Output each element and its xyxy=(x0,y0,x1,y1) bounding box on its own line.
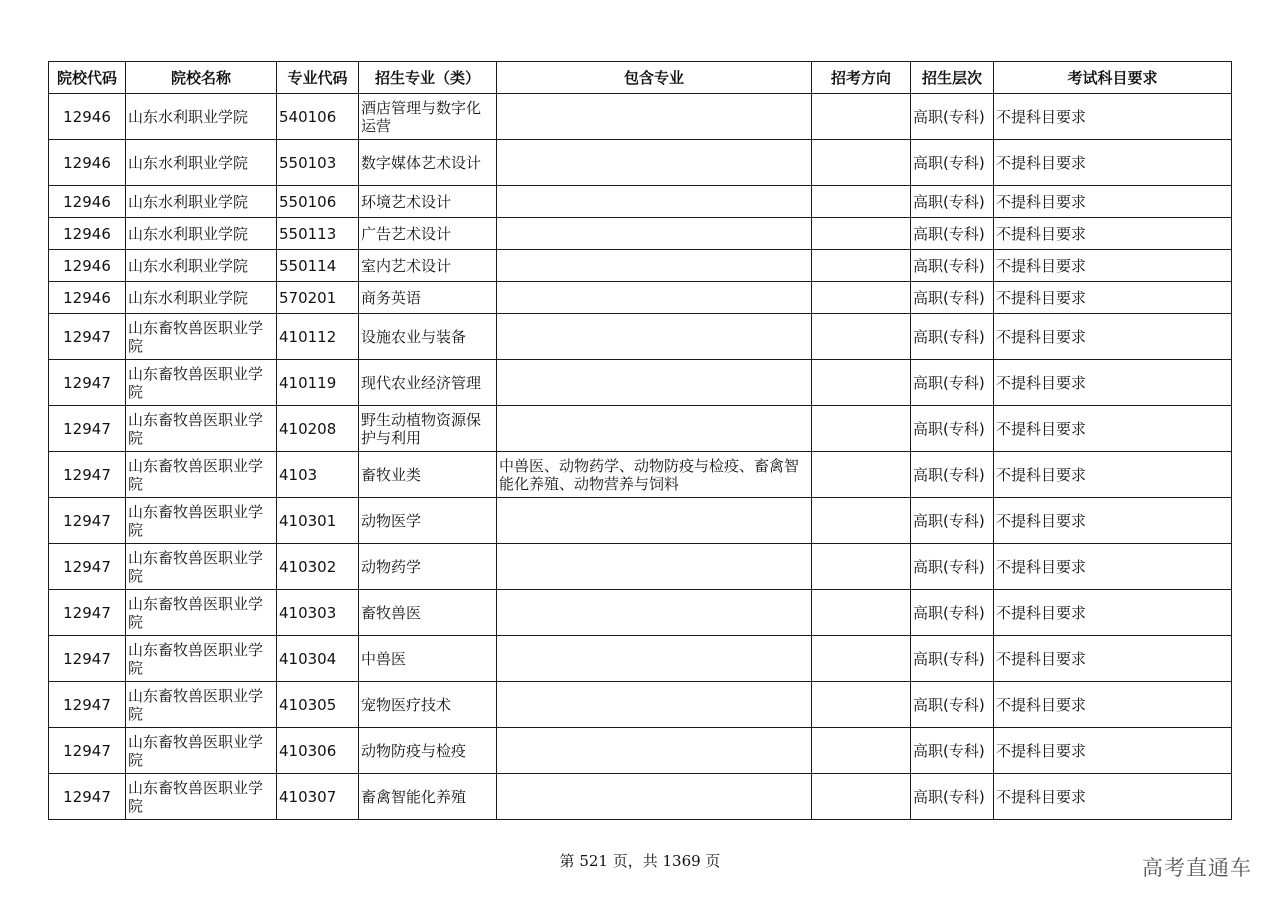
table-row xyxy=(49,406,1232,452)
header-direction: 招考方向 xyxy=(812,62,911,94)
cell-direction xyxy=(812,314,911,360)
cell-level: 高职(专科) xyxy=(911,498,994,544)
cell-major-code: 550113 xyxy=(277,218,359,250)
cell-school-code: 12947 xyxy=(49,360,126,406)
cell-included-majors xyxy=(497,94,812,140)
cell-school-code: 12946 xyxy=(49,250,126,282)
cell-direction xyxy=(812,406,911,452)
table-row xyxy=(49,314,1232,360)
table-row xyxy=(49,682,1232,728)
cell-school-name: 山东畜牧兽医职业学院 xyxy=(126,728,277,774)
cell-level: 高职(专科) xyxy=(911,544,994,590)
cell-school-name: 山东水利职业学院 xyxy=(126,282,277,314)
cell-included-majors xyxy=(497,682,812,728)
cell-school-name: 山东畜牧兽医职业学院 xyxy=(126,544,277,590)
cell-school-name: 山东水利职业学院 xyxy=(126,218,277,250)
cell-school-name: 山东水利职业学院 xyxy=(126,186,277,218)
cell-direction xyxy=(812,498,911,544)
cell-school-code: 12947 xyxy=(49,682,126,728)
cell-requirement: 不提科目要求 xyxy=(994,282,1232,314)
cell-school-name: 山东水利职业学院 xyxy=(126,250,277,282)
cell-school-code: 12947 xyxy=(49,774,126,820)
cell-school-code: 12947 xyxy=(49,406,126,452)
cell-major-code: 410301 xyxy=(277,498,359,544)
cell-level: 高职(专科) xyxy=(911,250,994,282)
cell-included-majors: 中兽医、动物药学、动物防疫与检疫、畜禽智能化养殖、动物营养与饲料 xyxy=(497,452,812,498)
cell-major: 设施农业与装备 xyxy=(359,314,497,360)
cell-requirement: 不提科目要求 xyxy=(994,186,1232,218)
cell-requirement: 不提科目要求 xyxy=(994,314,1232,360)
table-row xyxy=(49,636,1232,682)
cell-direction xyxy=(812,186,911,218)
cell-level: 高职(专科) xyxy=(911,140,994,186)
cell-major-code: 410304 xyxy=(277,636,359,682)
cell-requirement: 不提科目要求 xyxy=(994,452,1232,498)
cell-major: 动物药学 xyxy=(359,544,497,590)
table-row xyxy=(49,360,1232,406)
cell-major: 广告艺术设计 xyxy=(359,218,497,250)
cell-major: 现代农业经济管理 xyxy=(359,360,497,406)
cell-direction xyxy=(812,218,911,250)
cell-level: 高职(专科) xyxy=(911,360,994,406)
cell-direction xyxy=(812,682,911,728)
cell-major: 宠物医疗技术 xyxy=(359,682,497,728)
cell-level: 高职(专科) xyxy=(911,314,994,360)
cell-major-code: 570201 xyxy=(277,282,359,314)
cell-level: 高职(专科) xyxy=(911,590,994,636)
cell-level: 高职(专科) xyxy=(911,774,994,820)
cell-major: 畜牧业类 xyxy=(359,452,497,498)
cell-school-code: 12946 xyxy=(49,186,126,218)
cell-major-code: 550106 xyxy=(277,186,359,218)
header-included-majors: 包含专业 xyxy=(497,62,812,94)
cell-school-code: 12947 xyxy=(49,636,126,682)
cell-included-majors xyxy=(497,406,812,452)
cell-school-name: 山东畜牧兽医职业学院 xyxy=(126,498,277,544)
header-school-name: 院校名称 xyxy=(126,62,277,94)
watermark: 高考直通车 xyxy=(1142,856,1252,880)
cell-level: 高职(专科) xyxy=(911,728,994,774)
cell-requirement: 不提科目要求 xyxy=(994,94,1232,140)
header-major-code: 专业代码 xyxy=(277,62,359,94)
cell-major-code: 410306 xyxy=(277,728,359,774)
cell-major-code: 410305 xyxy=(277,682,359,728)
table-body xyxy=(49,94,1232,820)
admissions-table xyxy=(48,61,1232,820)
cell-major-code: 550103 xyxy=(277,140,359,186)
cell-requirement: 不提科目要求 xyxy=(994,250,1232,282)
cell-level: 高职(专科) xyxy=(911,218,994,250)
cell-included-majors xyxy=(497,636,812,682)
cell-requirement: 不提科目要求 xyxy=(994,360,1232,406)
cell-major-code: 4103 xyxy=(277,452,359,498)
cell-major: 畜禽智能化养殖 xyxy=(359,774,497,820)
table-row xyxy=(49,140,1232,186)
cell-major: 中兽医 xyxy=(359,636,497,682)
cell-level: 高职(专科) xyxy=(911,636,994,682)
cell-requirement: 不提科目要求 xyxy=(994,140,1232,186)
cell-major: 动物医学 xyxy=(359,498,497,544)
cell-requirement: 不提科目要求 xyxy=(994,498,1232,544)
cell-direction xyxy=(812,360,911,406)
cell-school-name: 山东畜牧兽医职业学院 xyxy=(126,406,277,452)
table-row xyxy=(49,218,1232,250)
cell-school-name: 山东水利职业学院 xyxy=(126,140,277,186)
table-row xyxy=(49,544,1232,590)
cell-school-code: 12946 xyxy=(49,94,126,140)
cell-major-code: 410303 xyxy=(277,590,359,636)
page-number: 第 521 页，共 1369 页 xyxy=(559,852,721,870)
cell-school-name: 山东畜牧兽医职业学院 xyxy=(126,682,277,728)
cell-school-code: 12946 xyxy=(49,140,126,186)
header-requirement: 考试科目要求 xyxy=(994,62,1232,94)
cell-major: 酒店管理与数字化运营 xyxy=(359,94,497,140)
cell-requirement: 不提科目要求 xyxy=(994,218,1232,250)
cell-level: 高职(专科) xyxy=(911,452,994,498)
cell-requirement: 不提科目要求 xyxy=(994,636,1232,682)
table-header-row xyxy=(49,62,1232,94)
cell-school-code: 12947 xyxy=(49,728,126,774)
table-row xyxy=(49,728,1232,774)
table-row xyxy=(49,94,1232,140)
cell-included-majors xyxy=(497,186,812,218)
cell-school-name: 山东畜牧兽医职业学院 xyxy=(126,452,277,498)
cell-major-code: 410302 xyxy=(277,544,359,590)
table-row xyxy=(49,282,1232,314)
cell-requirement: 不提科目要求 xyxy=(994,728,1232,774)
cell-school-code: 12947 xyxy=(49,498,126,544)
cell-level: 高职(专科) xyxy=(911,406,994,452)
cell-level: 高职(专科) xyxy=(911,682,994,728)
table-row xyxy=(49,452,1232,498)
cell-school-name: 山东畜牧兽医职业学院 xyxy=(126,360,277,406)
header-school-code: 院校代码 xyxy=(49,62,126,94)
cell-major-code: 540106 xyxy=(277,94,359,140)
cell-direction xyxy=(812,590,911,636)
cell-school-name: 山东畜牧兽医职业学院 xyxy=(126,636,277,682)
cell-included-majors xyxy=(497,360,812,406)
header-level: 招生层次 xyxy=(911,62,994,94)
cell-school-code: 12947 xyxy=(49,314,126,360)
cell-school-name: 山东水利职业学院 xyxy=(126,94,277,140)
table-row xyxy=(49,774,1232,820)
header-major: 招生专业（类） xyxy=(359,62,497,94)
cell-included-majors xyxy=(497,774,812,820)
cell-major-code: 410112 xyxy=(277,314,359,360)
cell-school-name: 山东畜牧兽医职业学院 xyxy=(126,314,277,360)
cell-direction xyxy=(812,452,911,498)
cell-major: 室内艺术设计 xyxy=(359,250,497,282)
cell-direction xyxy=(812,250,911,282)
cell-major: 环境艺术设计 xyxy=(359,186,497,218)
cell-included-majors xyxy=(497,218,812,250)
cell-direction xyxy=(812,140,911,186)
table-row xyxy=(49,498,1232,544)
cell-included-majors xyxy=(497,282,812,314)
cell-requirement: 不提科目要求 xyxy=(994,590,1232,636)
cell-requirement: 不提科目要求 xyxy=(994,774,1232,820)
cell-included-majors xyxy=(497,498,812,544)
cell-school-code: 12947 xyxy=(49,544,126,590)
cell-included-majors xyxy=(497,544,812,590)
cell-major: 野生动植物资源保护与利用 xyxy=(359,406,497,452)
cell-included-majors xyxy=(497,314,812,360)
cell-requirement: 不提科目要求 xyxy=(994,682,1232,728)
cell-included-majors xyxy=(497,140,812,186)
cell-major: 数字媒体艺术设计 xyxy=(359,140,497,186)
cell-level: 高职(专科) xyxy=(911,282,994,314)
cell-requirement: 不提科目要求 xyxy=(994,544,1232,590)
table-row xyxy=(49,186,1232,218)
cell-school-code: 12947 xyxy=(49,590,126,636)
cell-direction xyxy=(812,282,911,314)
cell-school-name: 山东畜牧兽医职业学院 xyxy=(126,590,277,636)
cell-level: 高职(专科) xyxy=(911,186,994,218)
cell-major-code: 410119 xyxy=(277,360,359,406)
cell-major-code: 410307 xyxy=(277,774,359,820)
cell-school-code: 12947 xyxy=(49,452,126,498)
cell-requirement: 不提科目要求 xyxy=(994,406,1232,452)
cell-level: 高职(专科) xyxy=(911,94,994,140)
cell-major: 商务英语 xyxy=(359,282,497,314)
cell-direction xyxy=(812,544,911,590)
cell-major-code: 550114 xyxy=(277,250,359,282)
cell-major: 动物防疫与检疫 xyxy=(359,728,497,774)
table-row xyxy=(49,590,1232,636)
cell-school-code: 12946 xyxy=(49,218,126,250)
cell-direction xyxy=(812,728,911,774)
cell-direction xyxy=(812,774,911,820)
cell-school-code: 12946 xyxy=(49,282,126,314)
cell-included-majors xyxy=(497,728,812,774)
cell-direction xyxy=(812,94,911,140)
cell-included-majors xyxy=(497,590,812,636)
cell-included-majors xyxy=(497,250,812,282)
cell-major: 畜牧兽医 xyxy=(359,590,497,636)
cell-major-code: 410208 xyxy=(277,406,359,452)
cell-school-name: 山东畜牧兽医职业学院 xyxy=(126,774,277,820)
table-row xyxy=(49,250,1232,282)
cell-direction xyxy=(812,636,911,682)
